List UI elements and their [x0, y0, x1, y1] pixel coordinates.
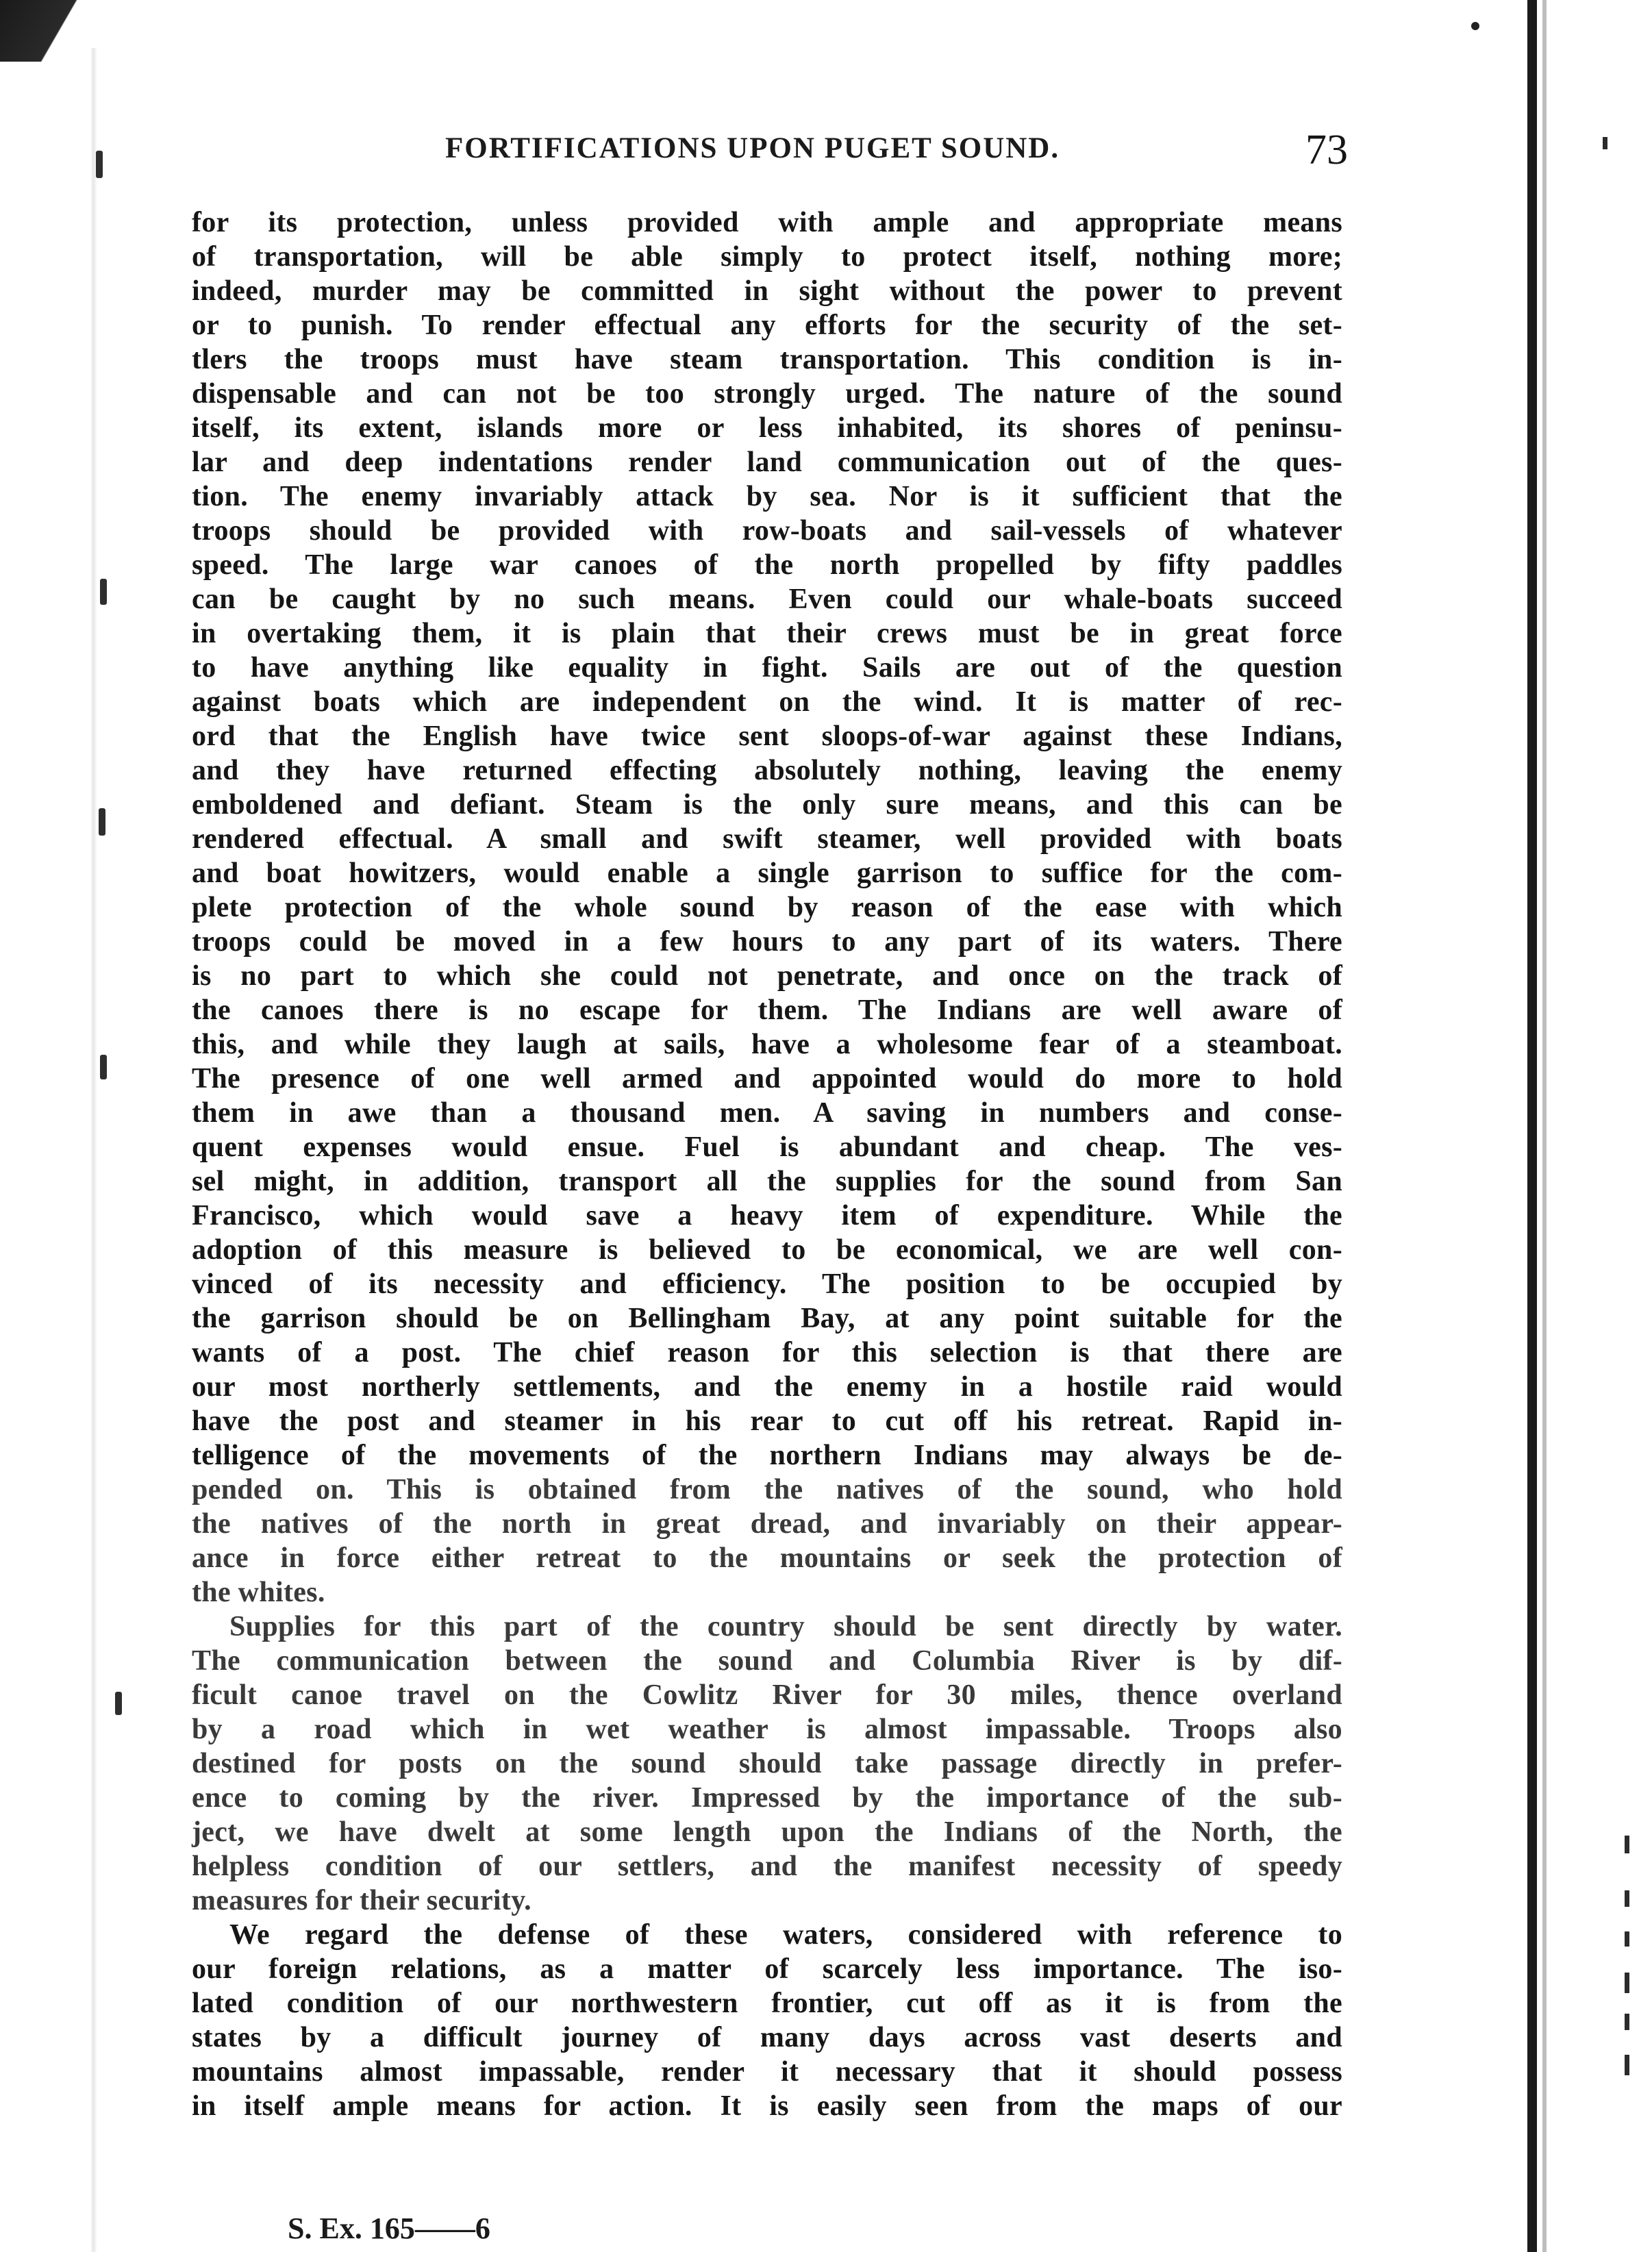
text-line: ord that the English have twice sent sloops-of-war against these Indians, — [192, 721, 1342, 752]
text-line: speed. The large war canoes of the north propelled by fifty paddles — [192, 549, 1342, 581]
text-line: them in awe than a thousand men. A saving in numbers and conse- — [192, 1097, 1342, 1129]
text-line: plete protection of the whole sound by reason of the ease with which — [192, 892, 1342, 923]
margin-mark — [96, 151, 103, 178]
text-line: is no part to which she could not penetrate, and once on the track of — [192, 960, 1342, 992]
text-line: destined for posts on the sound should take passage directly in prefer- — [192, 1748, 1342, 1779]
adjacent-page-mark — [1625, 1890, 1629, 1907]
text-line: lated condition of our northwestern frontier, cut off as it is from the — [192, 1988, 1342, 2019]
text-line: the natives of the north in great dread, and invariably on their appear- — [192, 1508, 1342, 1540]
text-line: ance in force either retreat to the mountains or seek the protection of — [192, 1542, 1342, 1574]
text-line: rendered effectual. A small and swift steamer, well provided with boats — [192, 823, 1342, 855]
text-line: sel might, in addition, transport all the supplies for the sound from San — [192, 1166, 1342, 1197]
signature-mark: S. Ex. 165——6 — [288, 2212, 490, 2245]
text-line: Supplies for this part of the country should be sent directly by water. — [229, 1611, 1342, 1642]
adjacent-page-mark — [1625, 1973, 1629, 1993]
adjacent-page-mark — [1603, 137, 1607, 149]
text-line: have the post and steamer in his rear to cut off his retreat. Rapid in- — [192, 1405, 1342, 1437]
text-line: telligence of the movements of the northern Indians may always be de- — [192, 1440, 1342, 1471]
scan-edge-left — [0, 0, 103, 62]
scan-edge-bar-shadow — [1542, 0, 1547, 2252]
text-line: and they have returned effecting absolutely nothing, leaving the enemy — [192, 755, 1342, 786]
text-line: against boats which are independent on the wind. It is matter of rec- — [192, 686, 1342, 718]
text-line: the whites. — [192, 1577, 325, 1608]
text-line: tlers the troops must have steam transportation. This condition is in- — [192, 344, 1342, 375]
text-line: in itself ample means for action. It is easily seen from the maps of our — [192, 2090, 1342, 2122]
margin-mark — [115, 1692, 122, 1715]
text-line: can be caught by no such means. Even could our whale-boats succeed — [192, 584, 1342, 615]
text-line: The presence of one well armed and appointed would do more to hold — [192, 1063, 1342, 1094]
text-line: or to punish. To render effectual any efforts for the security of the set- — [192, 310, 1342, 341]
text-line: helpless condition of our settlers, and the manifest necessity of speedy — [192, 1851, 1342, 1882]
paragraph-2 — [192, 1610, 1342, 1918]
text-line: troops could be moved in a few hours to any part of its waters. There — [192, 926, 1342, 958]
scan-edge-right — [1522, 0, 1652, 2252]
margin-mark — [99, 808, 105, 836]
text-line: states by a difficult journey of many days across vast deserts and — [192, 2022, 1342, 2053]
ink-dot — [1471, 22, 1479, 30]
page-number: 73 — [1305, 127, 1348, 173]
text-line: ence to coming by the river. Impressed by the importance of the sub- — [192, 1782, 1342, 1814]
text-line: itself, its extent, islands more or less inhabited, its shores of peninsu- — [192, 412, 1342, 444]
text-line: emboldened and defiant. Steam is the only sure means, and this can be — [192, 789, 1342, 821]
text-line: lar and deep indentations render land communication out of the ques- — [192, 447, 1342, 478]
text-line: and boat howitzers, would enable a single garrison to suffice for the com- — [192, 858, 1342, 889]
adjacent-page-mark — [1625, 1931, 1629, 1947]
text-line: to have anything like equality in fight. Sails are out of the question — [192, 652, 1342, 684]
text-line: The communication between the sound and Columbia River is by dif- — [192, 1645, 1342, 1677]
adjacent-page-mark — [1625, 2055, 1629, 2075]
text-line: by a road which in wet weather is almost impassable. Troops also — [192, 1714, 1342, 1745]
margin-mark — [100, 579, 107, 605]
running-head: FORTIFICATIONS UPON PUGET SOUND. — [445, 132, 1060, 164]
text-line: this, and while they laugh at sails, have a wholesome fear of a steamboat. — [192, 1029, 1342, 1060]
page-header — [199, 126, 1349, 188]
text-line: vinced of its necessity and efficiency. The position to be occupied by — [192, 1268, 1342, 1300]
text-line: indeed, murder may be committed in sight without the power to prevent — [192, 275, 1342, 307]
text-line: for its protection, unless provided with ample and appropriate means — [192, 207, 1342, 238]
scan-edge-bar — [1527, 0, 1537, 2252]
body-text — [192, 205, 1342, 2123]
text-line: adoption of this measure is believed to be economical, we are well con- — [192, 1234, 1342, 1266]
paragraph-3 — [192, 1918, 1342, 2123]
text-line: dispensable and can not be too strongly urged. The nature of the sound — [192, 378, 1342, 410]
text-line: the garrison should be on Bellingham Bay, at any point suitable for the — [192, 1303, 1342, 1334]
adjacent-page-mark — [1625, 1836, 1629, 1853]
text-line: quent expenses would ensue. Fuel is abundant and cheap. The ves- — [192, 1131, 1342, 1163]
paragraph-1 — [192, 205, 1342, 1610]
text-line: our foreign relations, as a matter of scarcely less importance. The iso- — [192, 1953, 1342, 1985]
adjacent-page-mark — [1625, 2014, 1629, 2030]
text-line: We regard the defense of these waters, considered with reference to — [229, 1919, 1342, 1951]
text-line: measures for their security. — [192, 1885, 531, 1916]
text-line: the canoes there is no escape for them. The Indians are well aware of — [192, 994, 1342, 1026]
text-line: in overtaking them, it is plain that their crews must be in great force — [192, 618, 1342, 649]
text-line: of transportation, will be able simply to protect itself, nothing more; — [192, 241, 1342, 273]
text-line: wants of a post. The chief reason for this selection is that there are — [192, 1337, 1342, 1368]
text-line: tion. The enemy invariably attack by sea. Nor is it sufficient that the — [192, 481, 1342, 512]
text-line: ject, we have dwelt at some length upon the Indians of the North, the — [192, 1816, 1342, 1848]
text-line: ficult canoe travel on the Cowlitz River for 30 miles, thence overland — [192, 1679, 1342, 1711]
scan-edge-line — [90, 48, 97, 2252]
text-line: troops should be provided with row-boats and sail-vessels of whatever — [192, 515, 1342, 547]
text-line: our most northerly settlements, and the enemy in a hostile raid would — [192, 1371, 1342, 1403]
text-line: Francisco, which would save a heavy item of expenditure. While the — [192, 1200, 1342, 1231]
text-line: mountains almost impassable, render it necessary that it should possess — [192, 2056, 1342, 2088]
text-line: pended on. This is obtained from the natives of the sound, who hold — [192, 1474, 1342, 1505]
margin-mark — [100, 1055, 107, 1079]
